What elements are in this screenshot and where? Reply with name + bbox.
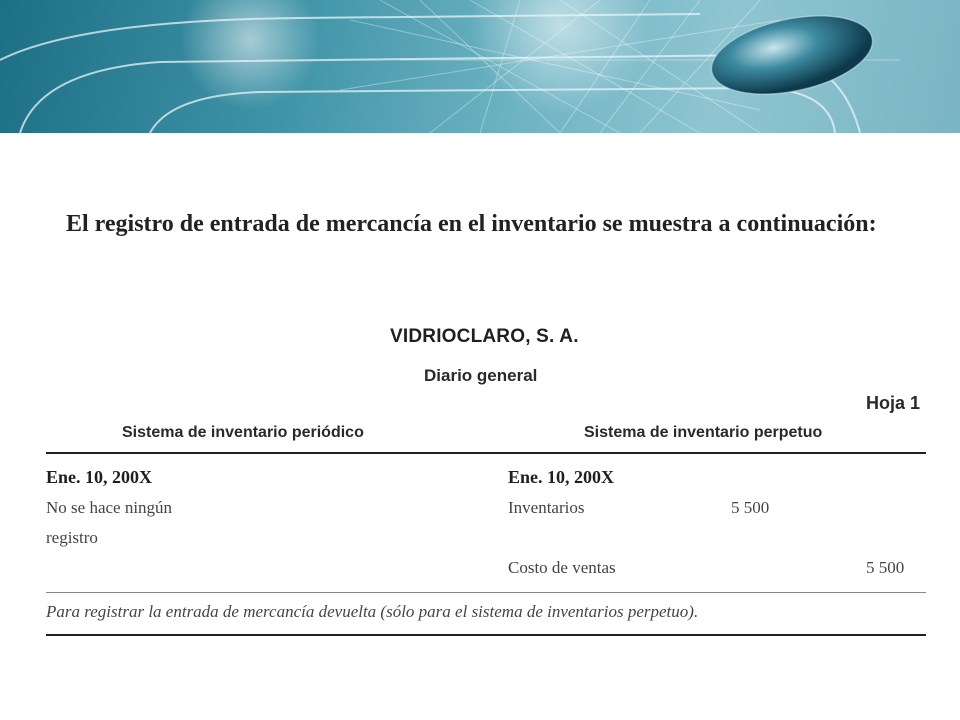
entry-debit-inventarios: 5 500 — [731, 498, 770, 517]
intro-paragraph: El registro de entrada de mercancía en el inventario se muestra a continuación: — [66, 211, 877, 237]
perpetual-system-heading: Sistema de inventario perpetuo — [584, 424, 823, 441]
entry-account-costo-ventas: Costo de ventas — [508, 558, 616, 577]
decorative-swirl-graphic — [0, 0, 960, 133]
entry-credit-costo-ventas: 5 500 — [866, 558, 905, 577]
perpetual-date: Ene. 10, 200X — [508, 467, 615, 487]
table-bottom-rule — [46, 634, 926, 636]
journal-entry-note: Para registrar la entrada de mercancía devuelta (sólo para el sistema de inventarios perpetuo). — [46, 602, 699, 621]
periodic-line-2: registro — [46, 528, 98, 547]
periodic-system-heading: Sistema de inventario periódico — [122, 424, 364, 441]
table-middle-rule — [46, 592, 926, 593]
table-top-rule — [46, 452, 926, 454]
periodic-line-1: No se hace ningún — [46, 498, 173, 517]
periodic-date: Ene. 10, 200X — [46, 467, 153, 487]
sheet-number: Hoja 1 — [866, 393, 921, 413]
entry-account-inventarios: Inventarios — [508, 498, 585, 517]
journal-title: Diario general — [424, 366, 538, 385]
company-name: VIDRIOCLARO, S. A. — [390, 326, 579, 347]
header-banner — [0, 0, 960, 133]
